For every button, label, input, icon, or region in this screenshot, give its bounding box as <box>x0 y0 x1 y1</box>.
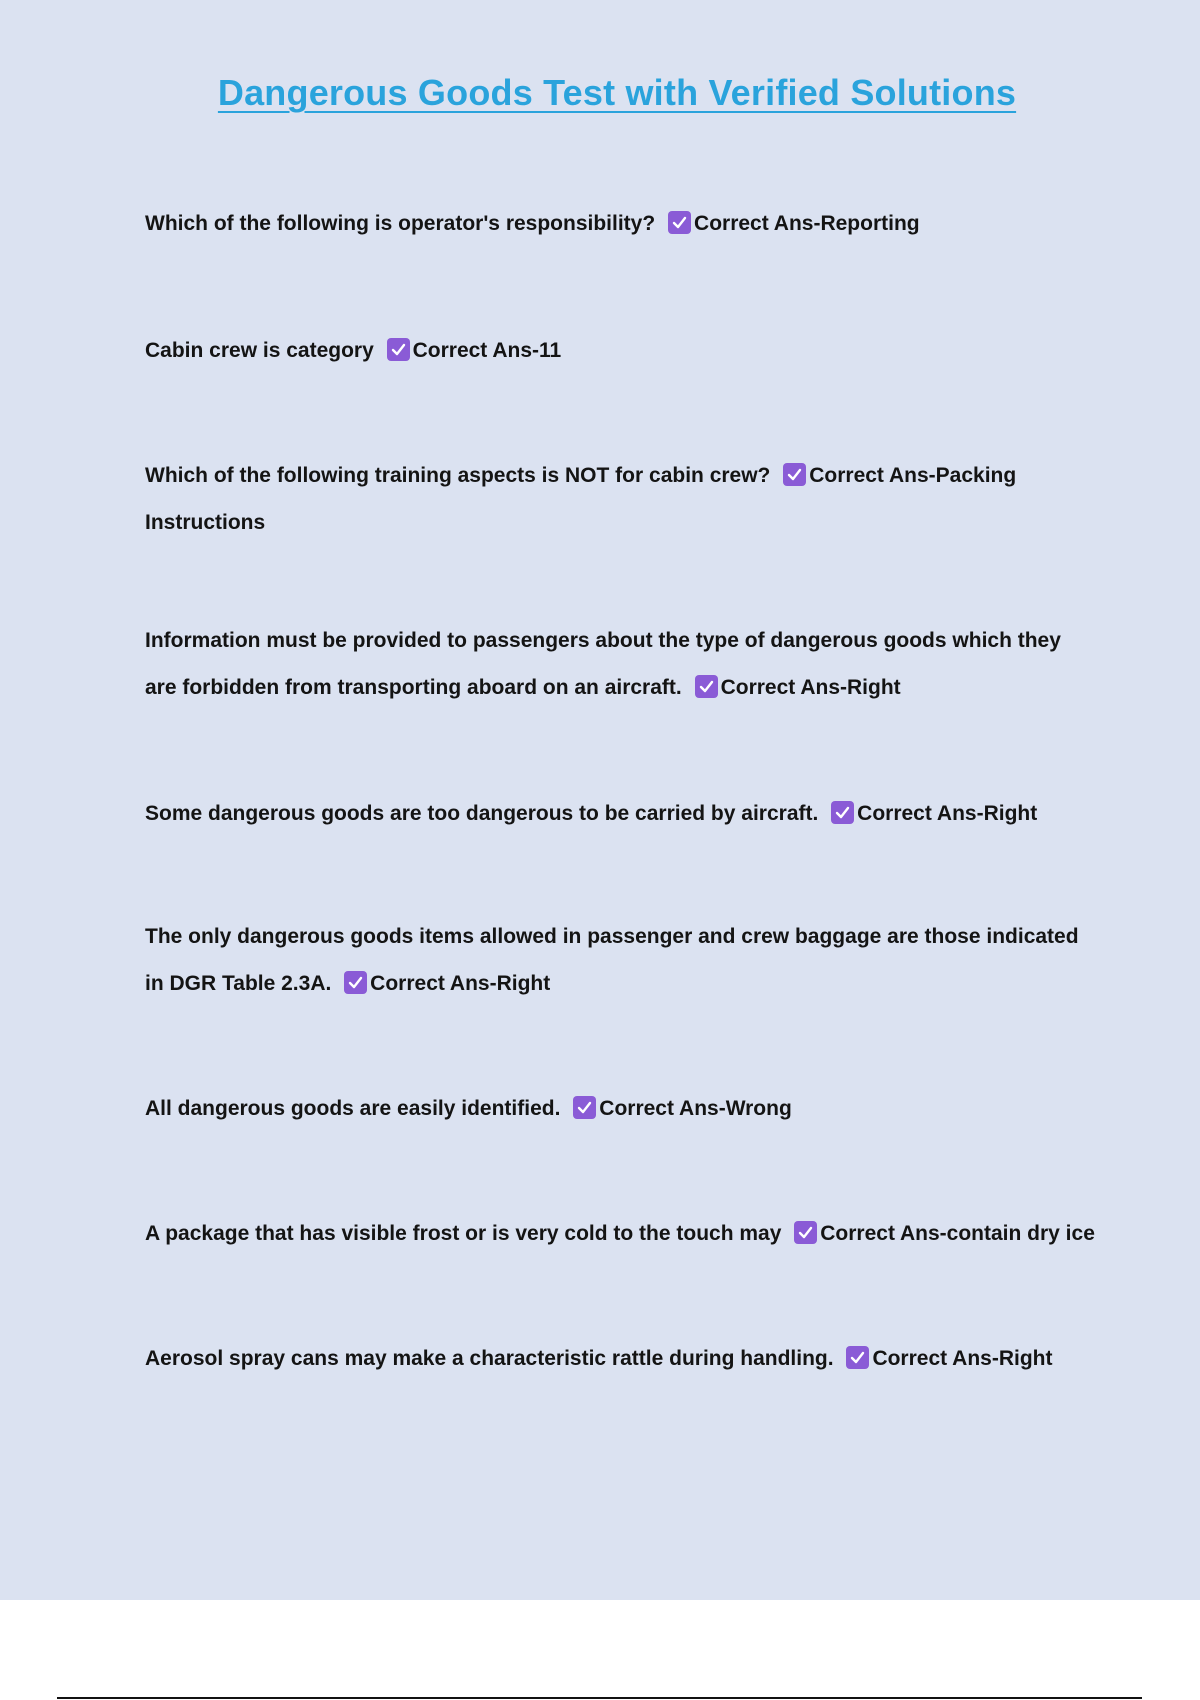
checkbox-checked-icon <box>695 675 718 698</box>
qa-item <box>145 617 1095 711</box>
answer-text: Correct Ans-Right <box>872 1347 1053 1370</box>
qa-item <box>145 1210 1095 1257</box>
checkbox-checked-icon <box>831 801 854 824</box>
qa-item <box>145 1085 1095 1132</box>
answer-text: Correct Ans-contain dry ice <box>820 1222 1095 1245</box>
qa-item <box>145 1335 1095 1382</box>
answer-text: Correct Ans-Right <box>370 972 551 995</box>
answer-text: Correct Ans-Reporting <box>694 212 920 235</box>
question-text: The only dangerous goods items allowed in passenger and crew baggage are those indicated in DGR Table 2.3A. <box>145 925 1079 995</box>
question-text: Information must be provided to passengers about the type of dangerous goods which they are forbidden from transporting aboard on an aircraft. <box>145 629 1061 699</box>
checkbox-checked-icon <box>668 211 691 234</box>
qa-item <box>145 790 1095 837</box>
qa-item <box>145 327 1095 374</box>
qa-item <box>145 913 1095 1007</box>
question-text: Which of the following training aspects is NOT for cabin crew? <box>145 464 771 487</box>
checkbox-checked-icon <box>573 1096 596 1119</box>
question-text: Cabin crew is category <box>145 339 374 362</box>
question-text: Some dangerous goods are too dangerous to be carried by aircraft. <box>145 802 819 825</box>
checkbox-checked-icon <box>794 1221 817 1244</box>
checkbox-checked-icon <box>344 971 367 994</box>
question-text: All dangerous goods are easily identified. <box>145 1097 561 1120</box>
checkbox-checked-icon <box>846 1346 869 1369</box>
document-title: Dangerous Goods Test with Verified Solutions <box>217 72 1017 113</box>
footer-divider <box>57 1697 1142 1699</box>
checkbox-checked-icon <box>387 338 410 361</box>
answer-text: Correct Ans-Wrong <box>599 1097 792 1120</box>
question-text: Which of the following is operator's responsibility? <box>145 212 656 235</box>
checkbox-checked-icon <box>783 463 806 486</box>
answer-text: Correct Ans-Packing Instructions <box>145 464 1017 534</box>
question-text: Aerosol spray cans may make a characteristic rattle during handling. <box>145 1347 834 1370</box>
answer-text: Correct Ans-Right <box>720 676 901 699</box>
question-text: A package that has visible frost or is very cold to the touch may <box>145 1222 782 1245</box>
answer-text: Correct Ans-11 <box>412 339 562 362</box>
answer-text: Correct Ans-Right <box>857 802 1038 825</box>
qa-item <box>145 200 1095 247</box>
qa-item <box>145 452 1095 546</box>
